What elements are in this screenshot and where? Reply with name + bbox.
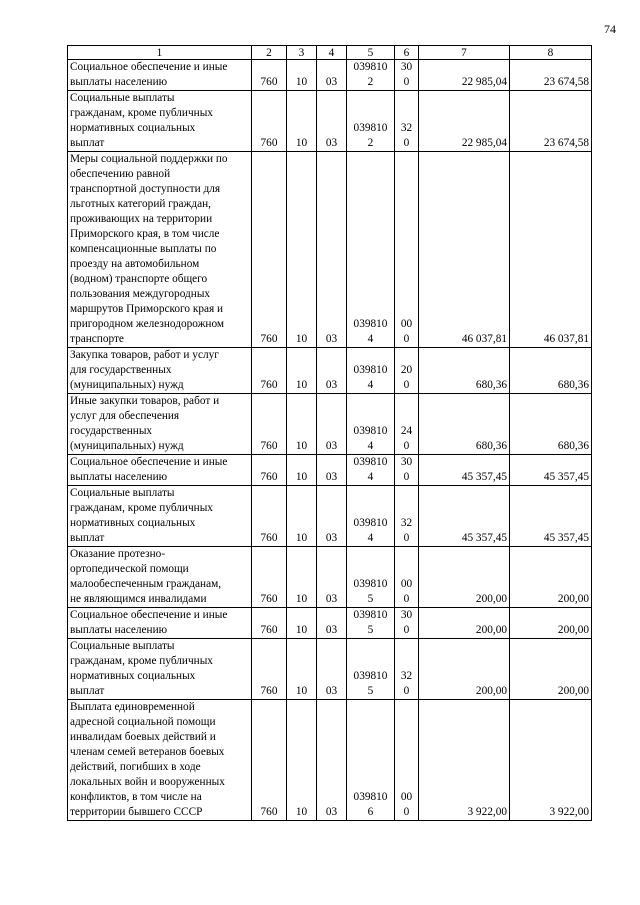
ministry-code: 760 <box>252 639 287 700</box>
expense-type-code: 00 0 <box>395 152 419 348</box>
target-article-code: 039810 4 <box>347 455 395 486</box>
row-name: Социальное обеспечение и иные выплаты населению <box>68 608 252 639</box>
header-cell: 5 <box>347 46 395 60</box>
amount-year-2: 23 674,58 <box>510 91 592 152</box>
section-code: 10 <box>287 455 317 486</box>
table-row <box>68 60 592 91</box>
row-name: Выплата единовременной адресной социальной помощи инвалидам боевых действий и членам семей ветеранов боевых действий, погибших в ходе локальных войн и вооруженных конфликтов, в том числе на территории бывшего СССР <box>68 700 252 821</box>
expense-type-code: 00 0 <box>395 700 419 821</box>
amount-year-2: 45 357,45 <box>510 486 592 547</box>
row-name: Меры социальной поддержки по обеспечению равной транспортной доступности для льготных категорий граждан, проживающих на территории Приморского края, в том числе компенсационные выплаты по проезду на автомобильном (водном) транспорте общего пользования междугородных маршрутов Приморского края и пригородном железнодорожном транспорте <box>68 152 252 348</box>
expense-type-code: 20 0 <box>395 348 419 394</box>
header-cell: 1 <box>68 46 252 60</box>
target-article-code: 039810 2 <box>347 60 395 91</box>
header-row <box>68 46 592 60</box>
expense-type-code: 32 0 <box>395 639 419 700</box>
subsection-code: 03 <box>317 394 347 455</box>
header-cell: 4 <box>317 46 347 60</box>
row-name: Иные закупки товаров, работ и услуг для обеспечения государственных (муниципальных) нужд <box>68 394 252 455</box>
target-article-code: 039810 4 <box>347 348 395 394</box>
subsection-code: 03 <box>317 455 347 486</box>
table-row <box>68 152 592 348</box>
row-name: Социальные выплаты гражданам, кроме публичных нормативных социальных выплат <box>68 639 252 700</box>
row-name: Социальные выплаты гражданам, кроме публичных нормативных социальных выплат <box>68 91 252 152</box>
expense-type-code: 00 0 <box>395 547 419 608</box>
header-cell: 6 <box>395 46 419 60</box>
ministry-code: 760 <box>252 455 287 486</box>
section-code: 10 <box>287 152 317 348</box>
amount-year-1: 46 037,81 <box>419 152 510 348</box>
row-name: Социальное обеспечение и иные выплаты населению <box>68 455 252 486</box>
header-cell: 2 <box>252 46 287 60</box>
subsection-code: 03 <box>317 348 347 394</box>
table-row <box>68 348 592 394</box>
target-article-code: 039810 4 <box>347 152 395 348</box>
amount-year-2: 3 922,00 <box>510 700 592 821</box>
amount-year-1: 22 985,04 <box>419 60 510 91</box>
amount-year-1: 45 357,45 <box>419 455 510 486</box>
ministry-code: 760 <box>252 486 287 547</box>
amount-year-2: 45 357,45 <box>510 455 592 486</box>
target-article-code: 039810 5 <box>347 639 395 700</box>
target-article-code: 039810 4 <box>347 394 395 455</box>
amount-year-2: 680,36 <box>510 394 592 455</box>
expense-type-code: 30 0 <box>395 455 419 486</box>
section-code: 10 <box>287 608 317 639</box>
amount-year-2: 200,00 <box>510 639 592 700</box>
amount-year-2: 23 674,58 <box>510 60 592 91</box>
page-number: 74 <box>604 22 616 36</box>
table-row <box>68 608 592 639</box>
amount-year-1: 3 922,00 <box>419 700 510 821</box>
amount-year-2: 680,36 <box>510 348 592 394</box>
section-code: 10 <box>287 547 317 608</box>
section-code: 10 <box>287 348 317 394</box>
ministry-code: 760 <box>252 91 287 152</box>
amount-year-2: 200,00 <box>510 547 592 608</box>
target-article-code: 039810 5 <box>347 608 395 639</box>
amount-year-2: 200,00 <box>510 608 592 639</box>
expense-type-code: 30 0 <box>395 608 419 639</box>
target-article-code: 039810 5 <box>347 547 395 608</box>
amount-year-1: 45 357,45 <box>419 486 510 547</box>
subsection-code: 03 <box>317 608 347 639</box>
section-code: 10 <box>287 486 317 547</box>
target-article-code: 039810 6 <box>347 700 395 821</box>
expense-type-code: 32 0 <box>395 91 419 152</box>
section-code: 10 <box>287 700 317 821</box>
table-row <box>68 700 592 821</box>
expense-type-code: 24 0 <box>395 394 419 455</box>
subsection-code: 03 <box>317 91 347 152</box>
table-row <box>68 455 592 486</box>
row-name: Социальные выплаты гражданам, кроме публичных нормативных социальных выплат <box>68 486 252 547</box>
amount-year-1: 200,00 <box>419 608 510 639</box>
amount-year-1: 200,00 <box>419 547 510 608</box>
table-row <box>68 394 592 455</box>
ministry-code: 760 <box>252 700 287 821</box>
header-cell: 3 <box>287 46 317 60</box>
table-row <box>68 547 592 608</box>
subsection-code: 03 <box>317 486 347 547</box>
header-cell: 7 <box>419 46 510 60</box>
header-cell: 8 <box>510 46 592 60</box>
target-article-code: 039810 2 <box>347 91 395 152</box>
row-name: Социальное обеспечение и иные выплаты населению <box>68 60 252 91</box>
section-code: 10 <box>287 639 317 700</box>
ministry-code: 760 <box>252 547 287 608</box>
expense-type-code: 32 0 <box>395 486 419 547</box>
budget-table <box>67 45 592 821</box>
row-name: Закупка товаров, работ и услуг для государственных (муниципальных) нужд <box>68 348 252 394</box>
amount-year-1: 200,00 <box>419 639 510 700</box>
expense-type-code: 30 0 <box>395 60 419 91</box>
amount-year-1: 680,36 <box>419 348 510 394</box>
section-code: 10 <box>287 60 317 91</box>
subsection-code: 03 <box>317 152 347 348</box>
subsection-code: 03 <box>317 700 347 821</box>
ministry-code: 760 <box>252 348 287 394</box>
table-row <box>68 91 592 152</box>
table-row <box>68 639 592 700</box>
section-code: 10 <box>287 394 317 455</box>
subsection-code: 03 <box>317 639 347 700</box>
amount-year-2: 46 037,81 <box>510 152 592 348</box>
amount-year-1: 22 985,04 <box>419 91 510 152</box>
ministry-code: 760 <box>252 60 287 91</box>
ministry-code: 760 <box>252 608 287 639</box>
section-code: 10 <box>287 91 317 152</box>
subsection-code: 03 <box>317 547 347 608</box>
table-row <box>68 486 592 547</box>
amount-year-1: 680,36 <box>419 394 510 455</box>
target-article-code: 039810 4 <box>347 486 395 547</box>
row-name: Оказание протезно- ортопедической помощи малообеспеченным гражданам, не являющимся инвалидами <box>68 547 252 608</box>
ministry-code: 760 <box>252 394 287 455</box>
ministry-code: 760 <box>252 152 287 348</box>
subsection-code: 03 <box>317 60 347 91</box>
